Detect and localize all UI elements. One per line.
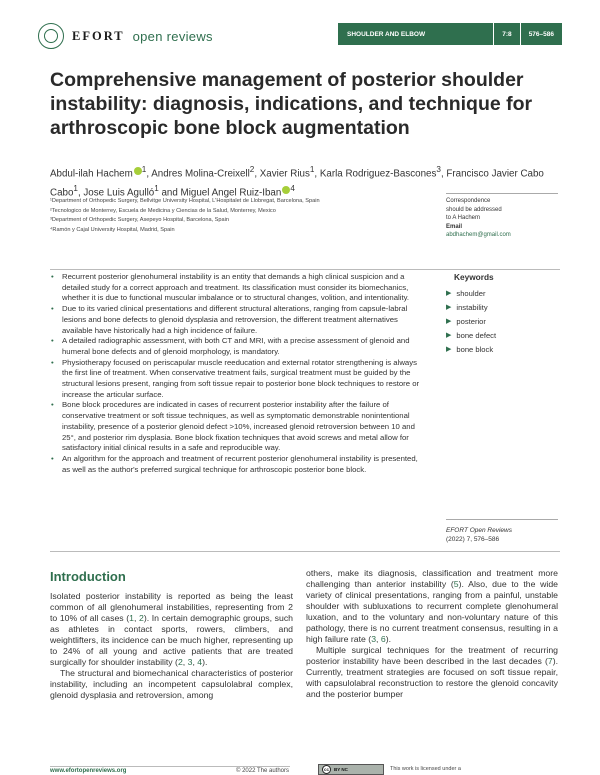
keyword-label: bone block [456,345,494,354]
citation-details: (2022) 7, 576–586 [446,536,500,544]
correspondence-text: to A Hachem [446,215,481,221]
keywords-title: Keywords [454,272,494,282]
footer-links [50,768,126,775]
section-heading: Introduction [50,569,126,584]
author-name: and Miguel Angel Ruiz-Iban [158,187,282,199]
correspondence-text: Correspondence [446,198,491,204]
key-point: • Due to its varied clinical presentations and different structural alterations, ranging from capsule-labral lesions and bone defects to glenoid dysplasia and retroversion, the different treatment alternatives available have historically had a high incidence of failure. [50,304,422,336]
email-link[interactable]: abdhachem@gmail.com [446,232,511,238]
keyword-item [446,301,558,315]
reference-link[interactable]: 2 [177,657,183,667]
keywords-box [446,272,558,357]
affil-sup: 3 [436,165,441,174]
key-point: • Bone block procedures are indicated in cases of recurrent posterior instability after the failure of conservative treatment or soft tissue techniques, as well as symptomatic demonstrable nonintentional instability, presence of a posterior glenoid defect >10%, increased glenoid retroversion between 10 and 25°, and posterior rim dysplasia. Bone block fixation techniques that avoid screws and metal allow for satisfactory initial clinical results in a safe and reproducible way. [50,400,422,454]
keyword-item [446,315,558,329]
author-name: , Jose Luis Agulló [77,187,155,199]
affiliation-line: ⁴Ramón y Cajal University Hospital, Madrid, Spain [50,226,175,233]
triangle-bullet-icon: ▶ [446,332,452,339]
paragraph: Isolated posterior instability is reported as being the least common of all glenohumeral instabilities, representing from 2 to 10% of all cases (1, 2). In certain demographic groups, such as athletes in contact sports, rowers, climbers, and weightlifters, its incidence can be much higher, representing up to 24% of all young and active patients that are treated surgically for shoulder instability (2, 3, 4). [50,591,294,667]
keyword-item [446,343,558,357]
reference-link[interactable]: 1 [129,613,134,623]
author-name: , Francisco Javier Cabo Cabo [50,168,544,199]
publisher-name: EFORT [72,28,125,43]
reference-link[interactable]: 3 [187,657,193,667]
cc-label: BY NC [334,767,348,772]
key-point: • Physiotherapy focused on periscapular muscle reeducation and external rotator strengthening is always the first line of treatment. When conservative treatment fails, surgical treatment must be guided by the structural lesions present, ranging from soft tissue repair to posterior bone block techniques to restore or increase the articular surface. [50,358,422,401]
citation-journal: EFORT Open Reviews [446,527,512,534]
article-title: Comprehensive management of posterior shoulder instability: diagnosis, indications, and technique for arthroscopic bone block augmentation [50,69,533,139]
affiliation-line: ³Department of Orthopedic Surgery, Asepeyo Hospital, Barcelona, Spain [50,217,229,224]
citation-box [446,519,558,545]
divider [50,269,560,270]
copyright: © 2022 The authors [236,768,290,774]
keyword-label: posterior [456,317,486,326]
affil-sup: 4 [290,183,295,193]
key-point: • A detailed radiographic assessment, with both CT and MRI, with a precise assessment of glenoid and humeral bone defects and of glenoid morphology, is mandatory. [50,336,422,357]
key-point: • Recurrent posterior glenohumeral instability is an entity that demands a high clinical suspicion and a detailed study for a correct approach and treatment. Its classification must consider its biomechanics, whether it is due to functional muscular imbalance or to structural changes, volition, and intentionality. [50,272,422,304]
correspondence-box [446,193,558,240]
keyword-label: instability [456,303,488,312]
cc-icon: cc [323,767,329,772]
volume-label: 7:8 [493,23,519,45]
pages-label: 576–586 [520,23,562,45]
keyword-item [446,329,558,343]
author-name: , Andres Molina-Creixell [146,168,250,180]
affiliation-line: ²Tecnologico de Monterrey, Escuela de Medicina y Ciencias de la Salud, Monterrey, Mexico [50,207,276,214]
paragraph: others, make its diagnosis, classification and treatment more challenging than anterior instability (5). Also, due to the wide variety of clinical presentations, ranging from a painful, unstable shoulder with subluxations to recurrent complete glenohumeral luxation, and to the voluntary and non-voluntary nature of this pathology, there is no current treatment consensus, resulting in a high failure rate (3, 6). [306,568,558,644]
keyword-item [446,287,558,301]
affil-sup: 1 [141,165,147,174]
triangle-bullet-icon: ▶ [446,304,452,311]
paragraph: Multiple surgical techniques for the treatment of recurring posterior instability have been described in the last decades (7). Currently, treatment strategies are focused on soft tissue repair, with capsulolabral reconstruction to restore the glenoid concavity and the posterior bumper [306,645,558,699]
affiliations [50,197,440,235]
body-column-left [50,591,293,701]
key-point: • An algorithm for the approach and treatment of recurrent posterior glenohumeral instability is presented, as well as the author's preferred surgical technique for arthroscopic posterior bone block. [50,454,422,475]
reference-link[interactable]: 7 [547,656,553,666]
efort-seal-icon [38,23,64,49]
affil-sup: 1 [154,183,159,193]
section-label: SHOULDER AND ELBOW [347,30,426,38]
author-name: , Karla Rodriguez-Bascones [314,168,437,180]
journal-logo [38,23,213,49]
website-link[interactable]: www.efortopenreviews.org [50,768,127,774]
affil-sup: 2 [249,165,255,174]
correspondence-text: should be addressed [446,206,502,213]
keyword-label: bone defect [456,331,497,340]
key-points-list [50,272,422,475]
body-column-right [306,568,558,700]
footer-divider [50,766,290,767]
journal-name: open reviews [132,28,213,44]
license-text: This work is licensed under a [390,766,461,772]
affil-sup: 1 [73,183,78,193]
reference-link[interactable]: 4 [197,657,203,667]
cc-license-badge[interactable] [318,764,384,775]
reference-link[interactable]: 5 [453,579,459,589]
orcid-icon[interactable] [134,167,142,175]
author-name: Abdul-ilah Hachem [50,168,133,180]
reference-link[interactable]: 6 [380,634,386,644]
affil-sup: 1 [309,165,315,174]
affiliation-line: ¹Department of Orthopedic Surgery, Bellvitge University Hospital, L'Hospitalet de Llobregat, Barcelona, Spain [50,198,320,204]
header-bar [338,23,562,45]
triangle-bullet-icon: ▶ [446,318,452,325]
triangle-bullet-icon: ▶ [446,290,452,297]
keyword-label: shoulder [456,289,486,298]
reference-link[interactable]: 2 [139,613,144,623]
triangle-bullet-icon: ▶ [446,346,452,353]
email-label: Email [446,223,463,230]
divider [50,551,560,552]
paragraph: The structural and biomechanical characteristics of posterior instability, including an incompetent capsulolabral complex, glenoid dysplasia and retroversion, among [50,668,293,700]
reference-link[interactable]: 3 [371,634,377,644]
author-name: , Xavier Rius [254,168,310,180]
